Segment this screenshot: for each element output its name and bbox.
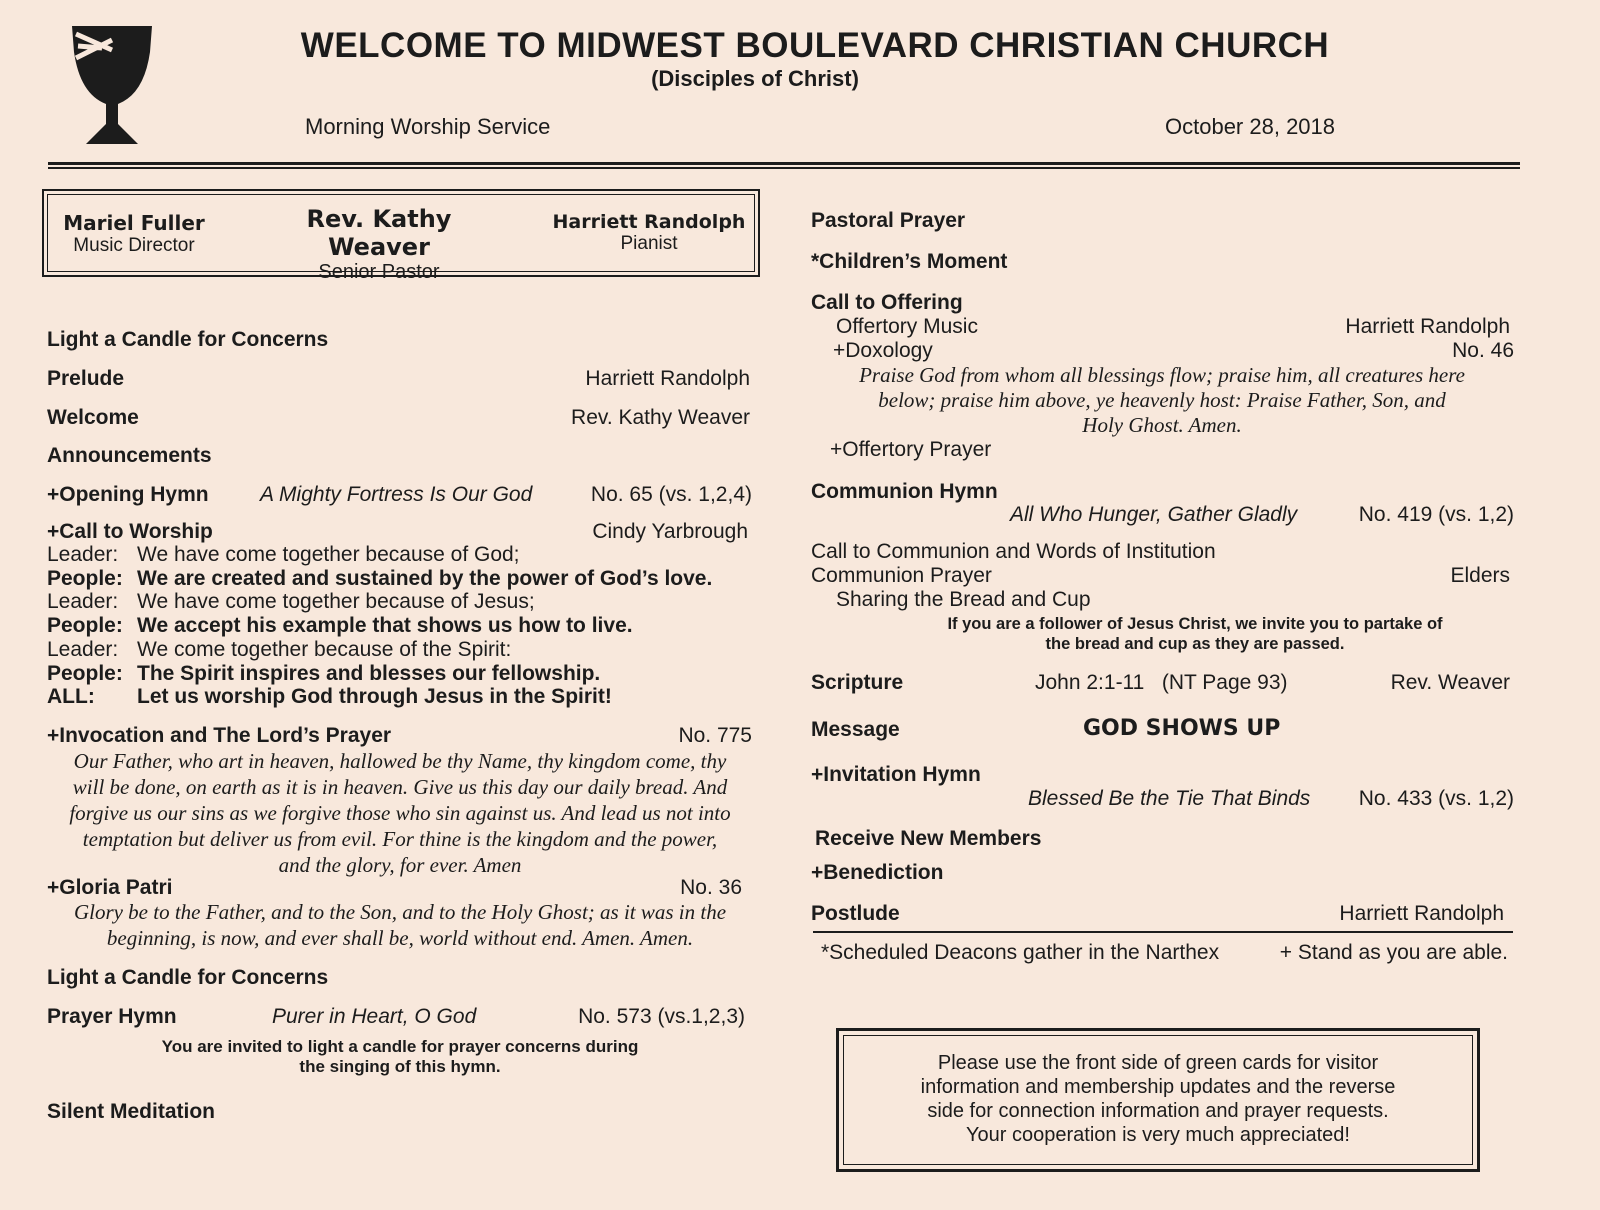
call-to-worship-label: +Call to Worship [47, 520, 213, 543]
candle-concerns-heading: Light a Candle for Concerns [47, 328, 329, 351]
offertory-music-leader: Harriett Randolph [1345, 315, 1510, 338]
communion-note: If you are a follower of Jesus Christ, we invite you to partake of the bread and cup as they are passed. [947, 615, 1443, 653]
doxology-label: +Doxology [833, 339, 933, 362]
scripture-label: Scripture [811, 671, 904, 694]
footnote-stand: + Stand as you are able. [1279, 941, 1508, 964]
silent-meditation-heading: Silent Meditation [47, 1100, 215, 1123]
footnote-deacons: *Scheduled Deacons gather in the Narthex [821, 941, 1220, 964]
notice-box [836, 1028, 1480, 1172]
message-label: Message [811, 718, 900, 741]
call-to-offering-heading: Call to Offering [811, 291, 963, 314]
gloria-label: +Gloria Patri [47, 876, 173, 899]
footnote-rule [813, 931, 1513, 933]
litany-line: Leader: We have come together because of God; [47, 543, 520, 566]
chalice-icon [68, 22, 156, 148]
pastoral-prayer-heading: Pastoral Prayer [811, 209, 966, 232]
scripture-reference: John 2:1-11 (NT Page 93) [1035, 671, 1288, 694]
page-subtitle: (Disciples of Christ) [651, 66, 859, 91]
welcome-leader: Rev. Kathy Weaver [571, 406, 750, 429]
opening-hymn-title: A Mighty Fortress Is Our God [260, 483, 533, 506]
benediction-heading: +Benediction [811, 861, 944, 884]
scripture-reader: Rev. Weaver [1390, 671, 1510, 694]
prayer-hymn-number: No. 573 (vs.1,2,3) [578, 1005, 745, 1028]
prelude-leader: Harriett Randolph [585, 367, 750, 390]
invitation-hymn-number: No. 433 (vs. 1,2) [1358, 787, 1514, 810]
page-title: WELCOME TO MIDWEST BOULEVARD CHRISTIAN CHURCH [300, 26, 1330, 65]
doxology-text: Praise God from whom all blessings flow; praise him, all creatures here below; praise him above, ye heavenly host: Praise Father, Son, and Holy Ghost. Amen. [859, 363, 1465, 437]
litany-line: Leader: We have come together because of Jesus; [47, 590, 535, 614]
notice-text: Please use the front side of green cards for visitor information and membership updates and the reverse side for connection information and prayer requests. Your cooperation is very much appreciated! [920, 1052, 1396, 1146]
header-rule-2 [48, 167, 1520, 169]
litany [47, 543, 767, 709]
opening-hymn-label: +Opening Hymn [47, 483, 209, 506]
service-date: October 28, 2018 [1165, 114, 1336, 139]
announcements-heading: Announcements [47, 444, 212, 467]
new-members-heading: Receive New Members [815, 827, 1042, 850]
gloria-number: No. 36 [680, 876, 742, 899]
call-to-communion: Call to Communion and Words of Institution [811, 540, 1216, 563]
doxology-number: No. 46 [1452, 339, 1514, 362]
staff-member: Mariel Fuller Music Director [63, 211, 205, 256]
service-name: Morning Worship Service [305, 114, 551, 139]
postlude-leader: Harriett Randolph [1339, 902, 1504, 925]
message-title: GOD SHOWS UP [1083, 716, 1281, 741]
prelude-label: Prelude [47, 367, 125, 390]
communion-prayer-leader: Elders [1450, 564, 1510, 587]
offertory-music-label: Offertory Music [836, 315, 978, 338]
litany-line: ALL: Let us worship God through Jesus in the Spirit! [47, 685, 612, 709]
prayer-hymn-label: Prayer Hymn [47, 1005, 177, 1028]
invocation-label: +Invocation and The Lord’s Prayer [47, 724, 392, 747]
communion-prayer-label: Communion Prayer [811, 564, 992, 587]
childrens-moment-heading: *Children’s Moment [811, 250, 1008, 273]
prayer-hymn-note: You are invited to light a candle for prayer concerns during the singing of this hymn. [161, 1037, 639, 1076]
staff-box [42, 189, 760, 283]
prayer-hymn-title: Purer in Heart, O God [272, 1005, 477, 1028]
call-to-worship-leader: Cindy Yarbrough [592, 520, 748, 543]
invitation-hymn-label: +Invitation Hymn [811, 763, 981, 786]
candle-concerns-heading: Light a Candle for Concerns [47, 966, 329, 989]
header-rule [48, 162, 1520, 165]
litany-line: People: We accept his example that shows us how to live. [47, 614, 633, 638]
invitation-hymn-title: Blessed Be the Tie That Binds [1028, 787, 1311, 810]
sharing-label: Sharing the Bread and Cup [836, 588, 1091, 611]
lords-prayer: Our Father, who art in heaven, hallowed be thy Name, thy kingdom come, thy will be done, on earth as it is in heaven. Give us this day our daily bread. And forgive us our sins as we forgive those who sin against us. And lead us not into temptation but deliver us from evil. For thine is the kingdom and the power, and the glory, for ever. Amen [69, 749, 731, 877]
gloria-text: Glory be to the Father, and to the Son, and to the Holy Ghost; as it was in the beginning, is now, and ever shall be, world without end. Amen. Amen. [73, 900, 727, 950]
welcome-label: Welcome [47, 406, 139, 429]
litany-line: Leader: We come together because of the Spirit: [47, 637, 512, 661]
communion-hymn-title: All Who Hunger, Gather Gladly [1010, 503, 1298, 526]
communion-hymn-number: No. 419 (vs. 1,2) [1358, 503, 1514, 526]
staff-member: Rev. Kathy Weaver Senior Pastor [306, 205, 452, 283]
postlude-label: Postlude [811, 902, 900, 925]
offertory-prayer-label: +Offertory Prayer [830, 438, 992, 461]
staff-member: Harriett Randolph Pianist [552, 211, 746, 254]
litany-line: People: We are created and sustained by the power of God’s love. [47, 566, 713, 590]
invocation-number: No. 775 [678, 724, 752, 747]
communion-hymn-label: Communion Hymn [811, 480, 998, 503]
litany-line: People: The Spirit inspires and blesses our fellowship. [47, 661, 601, 685]
opening-hymn-number: No. 65 (vs. 1,2,4) [590, 483, 752, 506]
